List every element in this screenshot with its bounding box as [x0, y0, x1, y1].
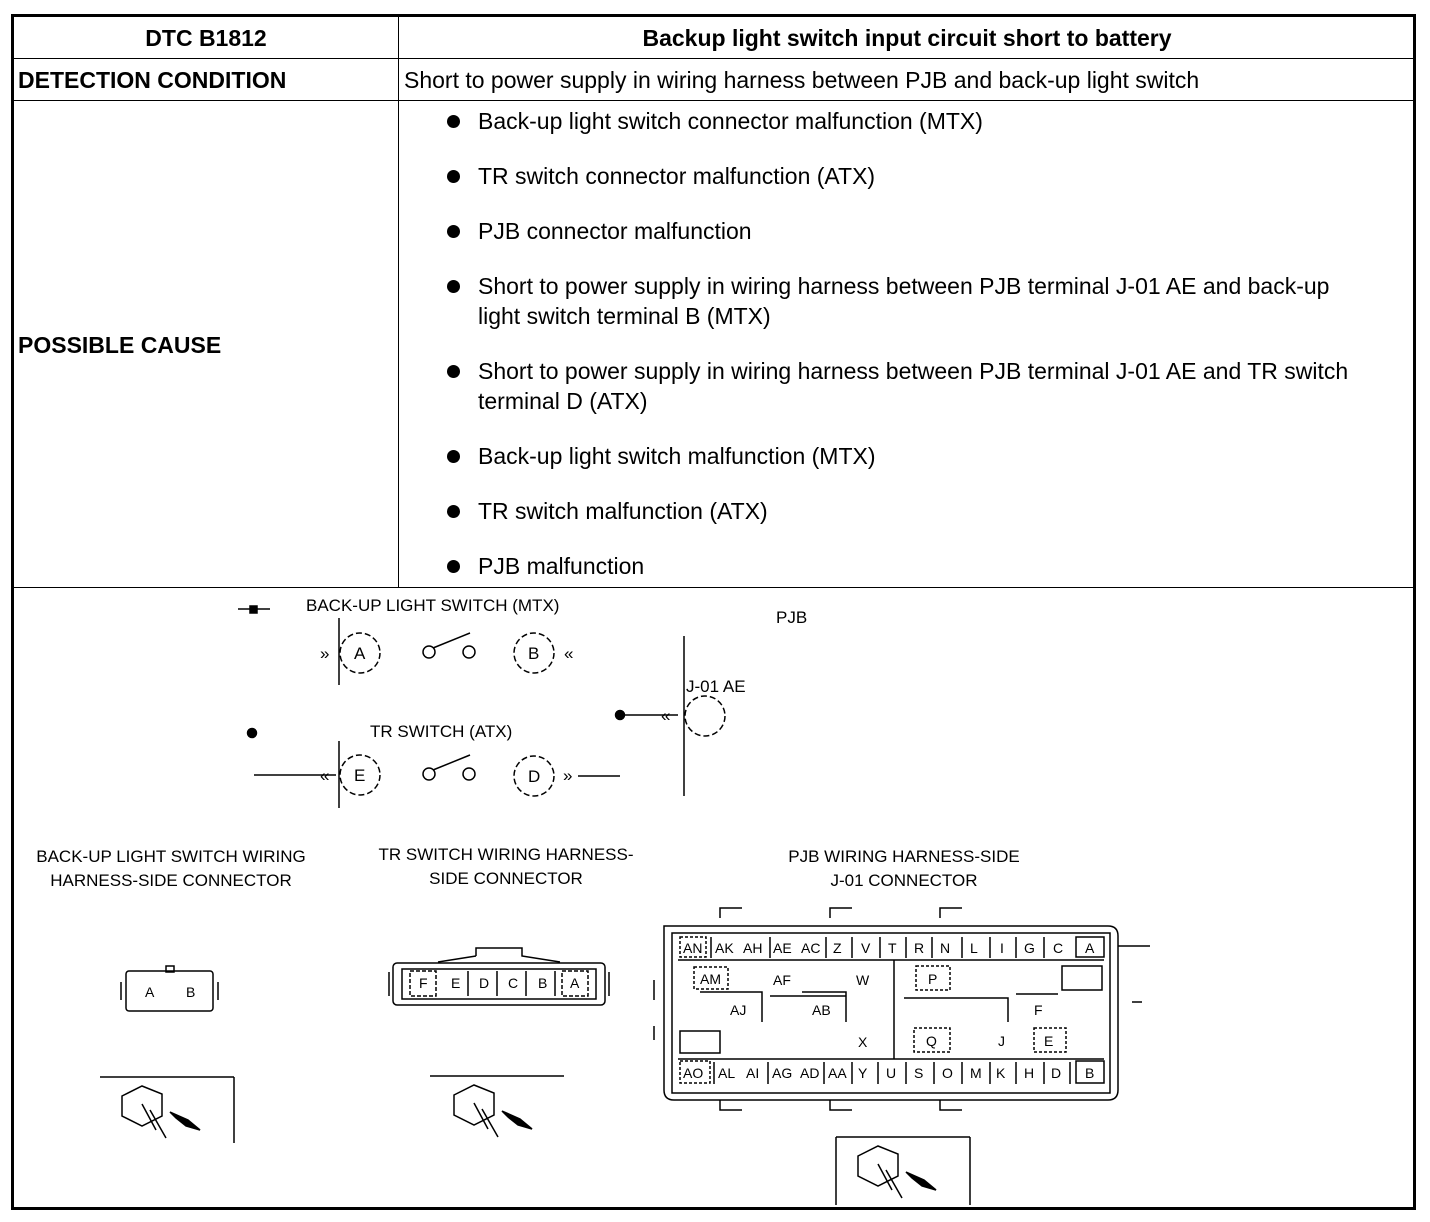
connector-pin: AI — [746, 1065, 760, 1081]
connector-pin: F — [419, 975, 428, 991]
connector-pin: AH — [743, 940, 763, 956]
connector-pin: A — [145, 984, 155, 1000]
connector-pin: O — [942, 1065, 953, 1081]
connector-pin: AK — [715, 940, 734, 956]
terminal-d: D — [528, 767, 541, 786]
connector-pin: S — [914, 1065, 924, 1081]
connector-pin: AF — [773, 972, 791, 988]
connector-pin: X — [858, 1034, 868, 1050]
connector-pin: F — [1034, 1002, 1043, 1018]
cause-item: PJB malfunction — [440, 551, 1360, 581]
connector-pin: AB — [812, 1002, 831, 1018]
connector-pin: B — [1085, 1065, 1095, 1081]
tr-connector-title: TR SWITCH WIRING HARNESS- — [378, 845, 634, 864]
connector-pin: B — [538, 975, 548, 991]
terminal-b: B — [528, 644, 540, 663]
connector-pin: AA — [828, 1065, 847, 1081]
connector-pin: A — [570, 975, 580, 991]
connector-pin: AE — [773, 940, 792, 956]
pjb-connector-title: J-01 CONNECTOR — [830, 871, 978, 890]
connector-pin: B — [186, 984, 196, 1000]
connector-pin: L — [970, 940, 978, 956]
connector-pin: AO — [683, 1065, 704, 1081]
connector-pin: AL — [718, 1065, 736, 1081]
chevron-left-icon: « — [661, 706, 671, 725]
connector-pin: M — [970, 1065, 982, 1081]
connector-pin: Q — [926, 1033, 937, 1049]
pjb-terminal-label: J-01 AE — [686, 677, 746, 696]
connector-pin: AJ — [730, 1002, 747, 1018]
cause-item: Short to power supply in wiring harness between PJB terminal J-01 AE and TR switch terminal D (ATX) — [440, 356, 1360, 416]
connector-pin: I — [1000, 940, 1004, 956]
connector-pin: N — [940, 940, 951, 956]
connector-pin: T — [888, 940, 897, 956]
cause-item: PJB connector malfunction — [440, 216, 1360, 246]
cause-item: Back-up light switch connector malfunction (MTX) — [440, 106, 1360, 136]
cause-item: Back-up light switch malfunction (MTX) — [440, 441, 1360, 471]
dtc-code: DTC B1812 — [145, 25, 267, 51]
pjb-label: PJB — [776, 608, 808, 627]
detection-condition-value: Short to power supply in wiring harness between PJB and back-up light switch — [404, 67, 1200, 93]
cause-item: TR switch connector malfunction (ATX) — [440, 161, 1360, 191]
cause-item: TR switch malfunction (ATX) — [440, 496, 1360, 526]
connector-pin: C — [508, 975, 519, 991]
connector-pin: D — [479, 975, 490, 991]
cause-item: Short to power supply in wiring harness between PJB terminal J-01 AE and back-up light switch terminal B (MTX) — [440, 271, 1360, 331]
connector-pin: H — [1024, 1065, 1035, 1081]
tr-connector-title: SIDE CONNECTOR — [429, 869, 583, 888]
connector-pin: AN — [683, 940, 703, 956]
tr-switch-label: TR SWITCH (ATX) — [370, 722, 513, 741]
backup-switch-label: BACK-UP LIGHT SWITCH (MTX) — [306, 596, 560, 615]
connector-pin: P — [928, 971, 938, 987]
connector-pin: AD — [800, 1065, 820, 1081]
connector-pin: K — [996, 1065, 1006, 1081]
connector-pin: Z — [833, 940, 842, 956]
connector-pin: J — [998, 1033, 1005, 1049]
connector-pin: R — [914, 940, 925, 956]
backup-connector-title: BACK-UP LIGHT SWITCH WIRING — [36, 847, 306, 866]
connector-pin: A — [1085, 940, 1095, 956]
connector-pin: Y — [858, 1065, 868, 1081]
connector-pin: AC — [801, 940, 821, 956]
connector-pin: D — [1051, 1065, 1062, 1081]
terminal-a: A — [354, 644, 366, 663]
connector-pin: C — [1053, 940, 1064, 956]
connector-pin: AG — [772, 1065, 793, 1081]
connector-pin: U — [886, 1065, 897, 1081]
connector-pin: AM — [700, 971, 721, 987]
backup-connector-title: HARNESS-SIDE CONNECTOR — [50, 871, 292, 890]
connector-pin: V — [861, 940, 871, 956]
chevron-left-icon: « — [564, 644, 574, 663]
dtc-title: Backup light switch input circuit short to battery — [642, 25, 1172, 51]
connector-pin: E — [451, 975, 461, 991]
detection-condition-label: DETECTION CONDITION — [18, 67, 287, 93]
connector-pin: G — [1024, 940, 1035, 956]
terminal-e: E — [354, 766, 366, 785]
pjb-connector-title: PJB WIRING HARNESS-SIDE — [788, 847, 1020, 866]
chevron-right-icon: » — [563, 766, 573, 785]
connector-pin: E — [1044, 1033, 1054, 1049]
connector-pin: W — [856, 972, 870, 988]
chevron-left-icon: « — [320, 766, 330, 785]
chevron-right-icon: » — [320, 644, 330, 663]
possible-cause-label: POSSIBLE CAUSE — [18, 332, 222, 358]
